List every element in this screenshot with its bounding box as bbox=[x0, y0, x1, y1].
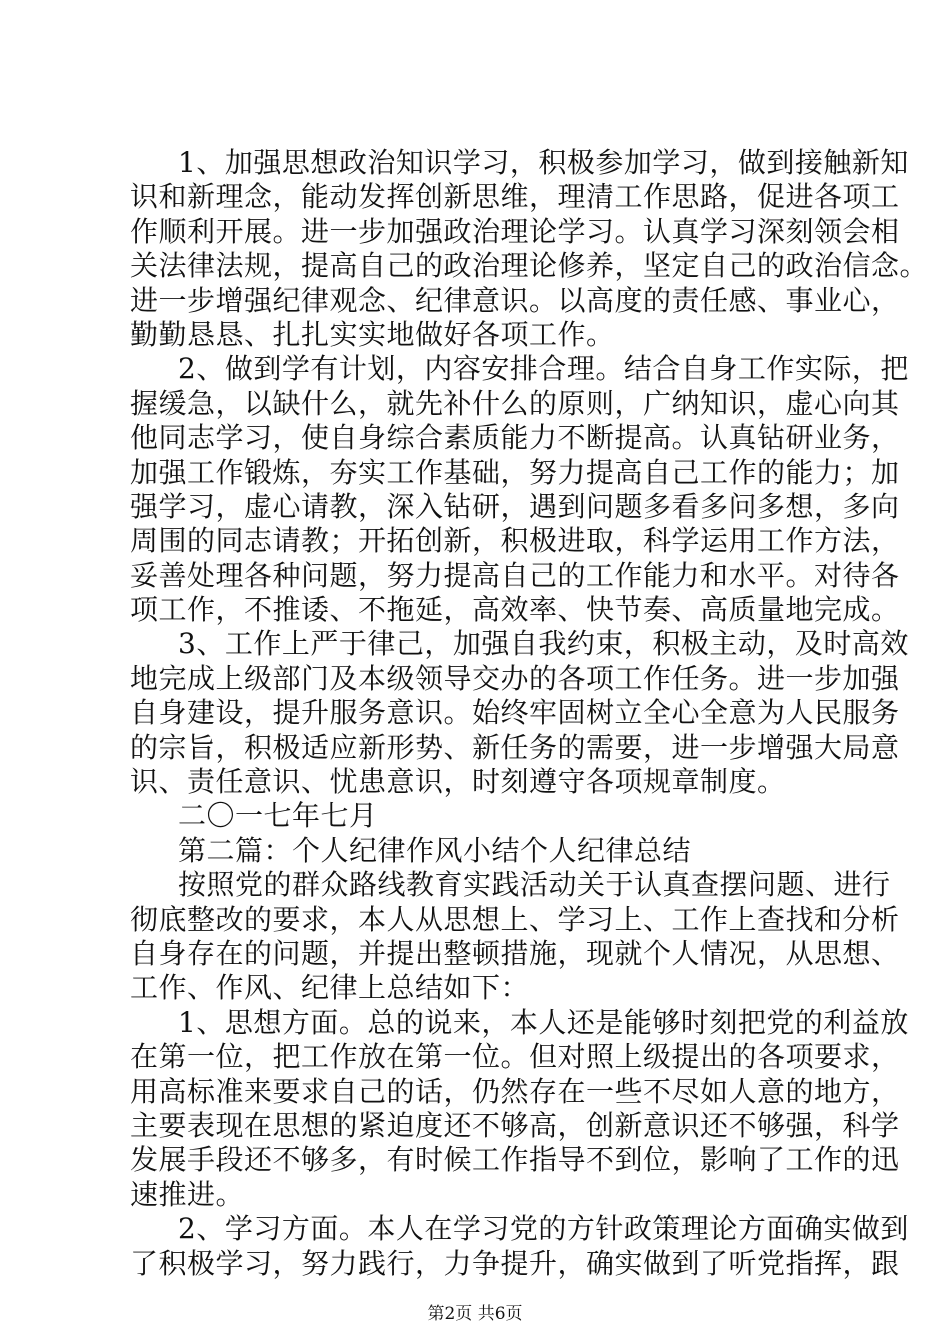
text-line: 速推进。 bbox=[130, 1177, 245, 1211]
text-line: 地完成上级部门及本级领导交办的各项工作任务。进一步加强 bbox=[130, 661, 900, 695]
text-line: 2、学习方面。本人在学习党的方针政策理论方面确实做到 bbox=[178, 1212, 909, 1246]
text-line: 关法律法规，提高自己的政治理论修养，坚定自己的政治信念。 bbox=[130, 249, 929, 283]
text-line: 他同志学习，使自身综合素质能力不断提高。认真钻研业务， bbox=[130, 421, 900, 455]
text-line: 2、做到学有计划，内容安排合理。结合自身工作实际，把 bbox=[178, 352, 909, 386]
text-line: 工作、作风、纪律上总结如下： bbox=[130, 971, 530, 1005]
text-line: 的宗旨，积极适应新形势、新任务的需要，进一步增强大局意 bbox=[130, 730, 900, 764]
text-line: 周围的同志请教；开拓创新，积极进取，科学运用工作方法， bbox=[130, 524, 900, 558]
text-line: 用高标准来要求自己的话，仍然存在一些不尽如人意的地方， bbox=[130, 1074, 900, 1108]
document-body bbox=[130, 146, 929, 1281]
text-line: 了积极学习，努力践行，力争提升，确实做到了听党指挥，跟 bbox=[130, 1246, 900, 1280]
text-line: 勤勤恳恳、扎扎实实地做好各项工作。 bbox=[130, 317, 615, 351]
text-line: 主要表现在思想的紧迫度还不够高，创新意识还不够强，科学 bbox=[130, 1108, 900, 1142]
text-line: 彻底整改的要求，本人从思想上、学习上、工作上查找和分析 bbox=[130, 902, 900, 936]
text-line: 妥善处理各种问题，努力提高自己的工作能力和水平。对待各 bbox=[130, 558, 900, 592]
text-line: 1、思想方面。总的说来，本人还是能够时刻把党的利益放 bbox=[178, 1005, 909, 1039]
text-line: 按照党的群众路线教育实践活动关于认真查摆问题、进行 bbox=[178, 868, 891, 902]
text-line: 在第一位，把工作放在第一位。但对照上级提出的各项要求， bbox=[130, 1040, 900, 1074]
text-line: 1、加强思想政治知识学习，积极参加学习，做到接触新知 bbox=[178, 146, 909, 179]
text-line: 识、责任意识、忧患意识，时刻遵守各项规章制度。 bbox=[130, 765, 786, 799]
text-line: 自身建设，提升服务意识。始终牢固树立全心全意为人民服务 bbox=[130, 696, 900, 730]
text-line: 项工作，不推诿、不拖延，高效率、快节奏、高质量地完成。 bbox=[130, 593, 900, 627]
text-line: 自身存在的问题，并提出整顿措施，现就个人情况，从思想、 bbox=[130, 936, 900, 970]
text-line: 握缓急，以缺什么，就先补什么的原则，广纳知识，虚心向其 bbox=[130, 386, 900, 420]
text-line: 二〇一七年七月 bbox=[178, 799, 378, 833]
text-line: 发展手段还不够多，有时候工作指导不到位，影响了工作的迅 bbox=[130, 1143, 900, 1177]
text-line: 强学习，虚心请教，深入钻研，遇到问题多看多问多想，多向 bbox=[130, 489, 900, 523]
text-line: 加强工作锻炼，夯实工作基础，努力提高自己工作的能力；加 bbox=[130, 455, 900, 489]
text-line: 3、工作上严于律己，加强自我约束，积极主动，及时高效 bbox=[178, 627, 909, 661]
text-line: 进一步增强纪律观念、纪律意识。以高度的责任感、事业心， bbox=[130, 283, 900, 317]
page-footer: 第2页 共6页 bbox=[427, 1304, 523, 1324]
text-line: 识和新理念，能动发挥创新思维，理清工作思路，促进各项工 bbox=[130, 180, 900, 214]
text-line: 第二篇：个人纪律作风小结个人纪律总结 bbox=[178, 833, 692, 867]
text-line: 作顺利开展。进一步加强政治理论学习。认真学习深刻领会相 bbox=[130, 214, 900, 248]
